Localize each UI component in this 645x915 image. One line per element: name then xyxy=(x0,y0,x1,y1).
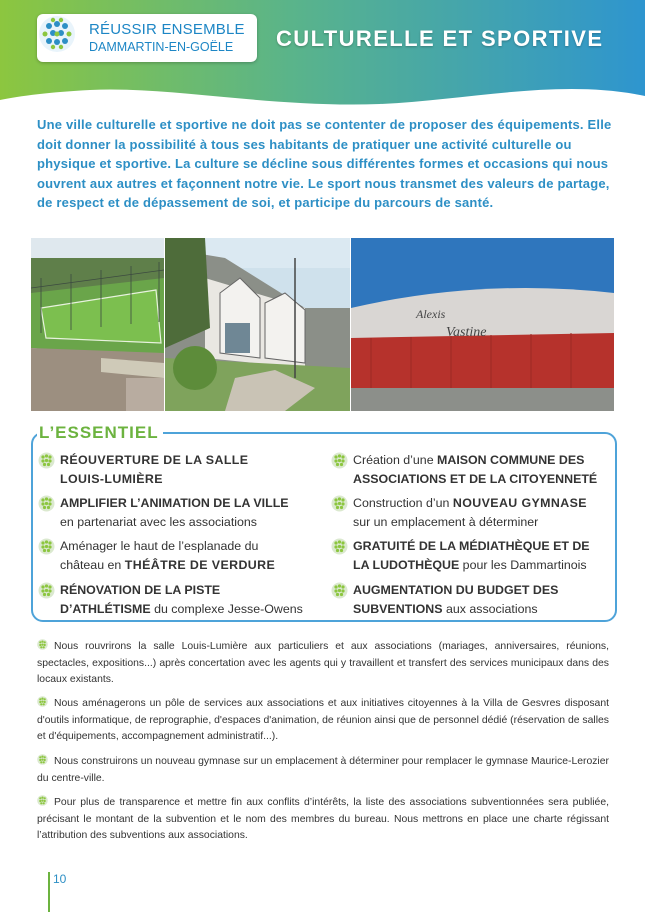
item-3-pre2: château en xyxy=(60,557,125,572)
item-5-bold-2: ASSOCIATIONS ET DE LA CITOYENNETÉ xyxy=(353,471,598,486)
gym-sign-line2: Vastine xyxy=(446,325,487,340)
essentiel-item-4 xyxy=(60,581,322,618)
paragraph-4 xyxy=(37,795,609,845)
logo-emblem-icon xyxy=(37,14,77,54)
page-number-rule xyxy=(48,872,50,912)
paragraph-2-text: Nous aménagerons un pôle de services aux associations et aux initiatives citoyennes à la Villa de Gesvres disposant d'outils informatique, de reprographie, d'espaces d'animation, de réunion ainsi que de personnel dédié (réservation de salles et d'équipements, accompagnement administratif...). xyxy=(37,698,609,742)
photo-gymnasium xyxy=(351,238,614,411)
item-2-bold: AMPLIFIER L’ANIMATION DE LA VILLE xyxy=(60,496,289,510)
essentiel-item-1 xyxy=(60,451,320,488)
item-7-rest: pour les Dammartinois xyxy=(459,557,587,572)
logo xyxy=(37,14,257,62)
item-7-bold-2: LA LUDOTHÈQUE xyxy=(353,557,460,572)
item-4-bold-1: RÉNOVATION DE LA PISTE xyxy=(60,583,221,597)
green-dot-bullet-icon xyxy=(37,696,48,707)
green-dot-bullet-icon xyxy=(331,495,348,512)
intro-paragraph: Une ville culturelle et sportive ne doit pas se contenter de proposer des équipements. Elle doit donner la possibilité à tous ses habitants de pratiquer une activité culturelle ou physique et sportive. La culture se décline sous différentes formes et occasions qui nous ouvrent aux autres et façonnent notre vie. Le sport nous transmet des valeurs de partage, de respect et de dépassement de soi, et participe du parcours de santé. xyxy=(37,117,612,211)
paragraph-4-text: Pour plus de transparence et mettre fin aux conflits d’intérêts, la liste des associations subventionnées sera publiée, précisant le montant de la subvention et le nom des membres du bureau. Nous mettrons en place une charte régissant l’attribution des subventions aux associations. xyxy=(37,797,609,841)
item-4-rest: du complexe Jesse-Owens xyxy=(150,601,303,616)
paragraph-3 xyxy=(37,754,609,787)
gym-sign-line1: Alexis xyxy=(416,307,446,321)
paragraph-3-text: Nous construirons un nouveau gymnase sur un emplacement à déterminer pour remplacer le gymnase Maurice-Lerozier du centre-ville. xyxy=(37,756,609,784)
item-6-rest: sur un emplacement à déterminer xyxy=(353,514,539,529)
essentiel-item-2 xyxy=(60,494,320,531)
item-2-rest: en partenariat avec les associations xyxy=(60,514,257,529)
photo-building xyxy=(165,238,350,411)
paragraph-1 xyxy=(37,639,609,689)
paragraph-2 xyxy=(37,696,609,746)
paragraph-1-text: Nous rouvrirons la salle Louis-Lumière aux particuliers et aux associations (mariages, anniversaires, réunions, spectacles, expositions...) après concertation avec les agents qui y travaillent et transfert des services municipaux dans des locaux existants. xyxy=(37,641,609,685)
green-dot-bullet-icon xyxy=(37,639,48,650)
item-1-bold-2: LOUIS-LUMIÈRE xyxy=(60,471,163,486)
logo-line-2: DAMMARTIN-EN-GOËLE xyxy=(89,40,234,54)
essentiel-title: L’ESSENTIEL xyxy=(37,423,163,443)
item-3-pre: Aménager le haut de l’esplanade du xyxy=(60,539,259,553)
item-6-pre: Construction d’un xyxy=(353,496,453,510)
page-number: 10 xyxy=(53,872,67,886)
item-6-bold: NOUVEAU GYMNASE xyxy=(452,496,587,510)
item-5-bold-1: MAISON COMMUNE DES xyxy=(437,453,585,467)
green-dot-bullet-icon xyxy=(38,495,55,512)
green-dot-bullet-icon xyxy=(331,452,348,469)
page-title: CULTURELLE ET SPORTIVE xyxy=(276,26,604,51)
item-8-bold-2: SUBVENTIONS xyxy=(353,601,443,616)
item-4-bold-2: D’ATHLÉTISME xyxy=(60,601,151,616)
green-dot-bullet-icon xyxy=(331,582,348,599)
item-8-bold-1: AUGMENTATION DU BUDGET DES xyxy=(353,583,559,597)
essentiel-item-8 xyxy=(353,581,615,618)
header-banner xyxy=(0,0,645,110)
item-8-rest: aux associations xyxy=(442,601,538,616)
green-dot-bullet-icon xyxy=(37,795,48,806)
logo-line-1: RÉUSSIR ENSEMBLE xyxy=(89,21,245,38)
item-7-bold-1: GRATUITÉ DE LA MÉDIATHÈQUE ET DE xyxy=(353,539,590,553)
green-dot-bullet-icon xyxy=(37,754,48,765)
essentiel-item-7 xyxy=(353,537,615,574)
item-5-pre: Création d’une xyxy=(353,453,438,467)
photo-sports-field xyxy=(31,238,164,411)
essentiel-item-3 xyxy=(60,537,320,574)
green-dot-bullet-icon xyxy=(331,538,348,555)
item-1-bold-1: RÉOUVERTURE DE LA SALLE xyxy=(60,453,249,467)
item-3-bold: THÉÂTRE DE VERDURE xyxy=(124,557,276,572)
essentiel-item-5 xyxy=(353,451,613,488)
green-dot-bullet-icon xyxy=(38,582,55,599)
green-dot-bullet-icon xyxy=(38,452,55,469)
green-dot-bullet-icon xyxy=(38,538,55,555)
essentiel-item-6 xyxy=(353,494,613,531)
